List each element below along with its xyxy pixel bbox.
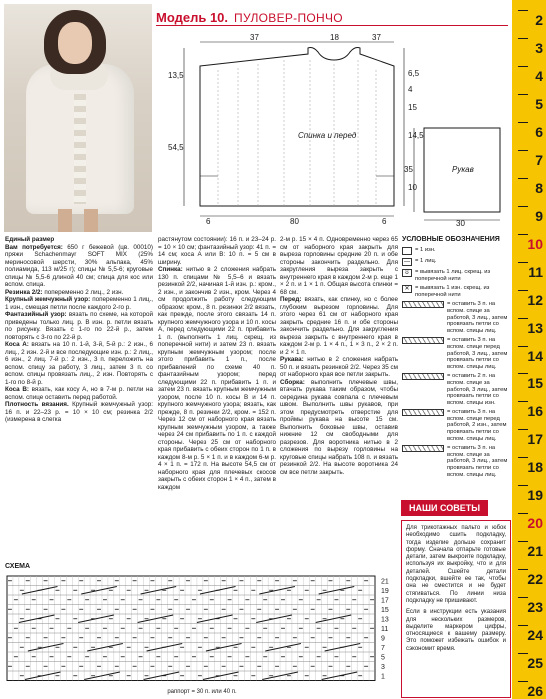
legend-item — [402, 285, 510, 298]
row-number: 15 — [381, 607, 389, 614]
dim-top-1: 18 — [330, 33, 339, 42]
tip-1: Для трикотажных пальто и юбок необходимо сшить подкладку, тогда изделие дольше сохранит форму. Сначала отпарьте готовые детали, затем выкроите подкладку, используя их выкройку, что и для деталей. Сшейте детали подкладки, вшейте ее так, чтобы она не сместится и не будет стягиваться. По линии низа подкладку не пришивают. — [406, 525, 506, 604]
cable-symbol — [402, 409, 444, 416]
page-ruler — [512, 0, 546, 699]
legend-symbol: ✕ — [402, 285, 412, 293]
dim-left-0: 13,5 — [168, 71, 184, 80]
legend-symbol: ʊ — [402, 269, 412, 277]
dim-bottom-0: 6 — [206, 217, 211, 226]
legend-item — [402, 247, 510, 255]
dim-right-3: 14,5 — [408, 131, 424, 140]
row-number: 7 — [381, 645, 385, 652]
ruler-tick: 15 — [518, 375, 546, 391]
ruler-tick: 10 — [518, 236, 546, 252]
legend-item — [402, 269, 510, 282]
ruler-tick: 12 — [518, 292, 546, 308]
instructions-column-2 — [158, 236, 276, 491]
legend-symbol — [402, 247, 412, 255]
ruler-tick: 21 — [518, 543, 546, 559]
assembly-heading: Сборка: — [280, 378, 305, 386]
back-cont-text: 2-м р. 15 × 4 п. Одновременно через 65 см от наборного края закрыть для выреза горловины средние 20 п. и обе стороны закончить раздельно. Для закругления выреза закрыть с внутреннего края в каждом 2-м р. еще 1 × 2 п. и 1 × 1 п. Общая высота спинки = 68 см. — [280, 236, 398, 296]
fancy-heading: Фантазийный узор: — [5, 311, 67, 318]
ruler-tick: 2 — [518, 12, 546, 28]
cable-b-text: вязать, как косу А, но в 7-м р. петли на вспом. спице оставить перед работой. — [5, 386, 153, 401]
dim-bottom-2: 6 — [382, 217, 387, 226]
dim-sleeve-height: 35 — [404, 165, 413, 174]
sleeves-text: нитью в 2 сложения набрать 50 п. и вязать резинкой 2/2. Через 35 см от наборного края все петли закрыть. — [280, 356, 398, 378]
model-header — [156, 6, 508, 26]
cable-a-heading: Коса А: — [5, 341, 29, 348]
row-number: 21 — [381, 578, 389, 586]
legend-cable-item — [402, 301, 510, 334]
size-heading: Единый размер — [5, 236, 55, 243]
legend-cable-item — [402, 409, 510, 442]
legend-cable-item — [402, 373, 510, 406]
front-heading: Перед: — [280, 296, 302, 303]
fancy-text: вязать по схеме, на которой приведены только лиц. р. В изн. р. петли вязать по рисунку. Вязать с 1-го по 22-й р., затем повторять с 3-го по 22-й р. — [5, 311, 153, 341]
legend-text: = оставить 3 п. на вспом. спице за работой, 3 лиц., затем провязать петли со вспом. спицы лиц. — [447, 445, 508, 478]
legend-text: = 1 лиц. — [415, 258, 437, 264]
tips-body — [401, 520, 511, 698]
ruler-tick: 14 — [518, 348, 546, 364]
legend-cable-item — [402, 337, 510, 370]
row-number: 19 — [381, 588, 389, 595]
schematic-label-main: Спинка и перед — [298, 131, 357, 140]
row-number: 17 — [381, 597, 389, 605]
ruler-tick: 8 — [518, 180, 546, 196]
legend-text: = оставить 3 п. на вспом. спице перед работой, 2 изн., затем провязать петли со вспом. спицы лиц. — [447, 409, 507, 442]
ruler-tick: 11 — [518, 264, 546, 280]
cable-symbol — [402, 301, 444, 308]
ruler-tick: 20 — [518, 515, 546, 531]
tips-box — [401, 498, 511, 695]
ruler-tick: 26 — [518, 683, 546, 699]
legend-symbol: — — [404, 259, 410, 265]
legend-text: = вывязать 1 лиц. скрещ. из поперечной нити — [415, 269, 491, 282]
ruler-tick: 5 — [518, 96, 546, 112]
dim-top-0: 37 — [250, 33, 259, 42]
chart-caption: раппорт = 30 п. или 40 п. — [167, 689, 237, 695]
back-heading: Спинка: — [158, 266, 183, 273]
model-photo — [4, 4, 152, 232]
cable-symbol — [402, 373, 444, 380]
instructions-column-1 — [5, 236, 153, 424]
ruler-tick: 22 — [518, 571, 546, 587]
model-number: Модель 10. — [156, 10, 229, 25]
legend-text: = вывязать 1 изн. скрещ. из поперечной нити — [415, 285, 490, 298]
sleeves-heading: Рукава: — [280, 356, 304, 363]
assembly-text: выполнить плечевые швы, втачать рукава таким образом, чтобы середина рукава совпала с плечевым швом. Выполнить швы рукавов, при этом предусмотреть отверстие для проймы рукава на высоте 15 см. Выполнить боковые швы, оставив нижние 12 см свободными для разрезов. Для воротника нитью в 2 сложения по вырезу горловины на круговые спицы набрать 108 п. и вязать резинкой 2/2. На высоте воротника 24 см все петли закрыть. — [280, 378, 398, 476]
gauge-cont-text: растянутом состоянии): 16 п. и 23–24 р. = 10 × 10 см; фантазийный узор: 41 п. = 14 см; коса А или В: 10 п. = 5 см в ширину. — [158, 236, 276, 266]
ruler-tick: 17 — [518, 431, 546, 447]
ruler-tick: 23 — [518, 599, 546, 615]
ruler-tick: 3 — [518, 40, 546, 56]
rib-text: попеременно 2 лиц., 2 изн. — [42, 288, 124, 296]
ruler-tick: 19 — [518, 487, 546, 503]
dim-right-0: 6,5 — [408, 69, 420, 78]
dim-sleeve-width: 30 — [456, 219, 465, 226]
legend-item — [402, 258, 510, 266]
row-number: 13 — [381, 616, 389, 624]
legend-text: = оставить 2 п. на вспом. спице за работой, 3 лиц., затем провязать петли со вспом. спицы изн. — [447, 373, 508, 406]
row-number: 5 — [381, 654, 385, 662]
gauge-heading: Плотность вязания. — [5, 401, 69, 408]
cable-b-heading: Коса В: — [5, 386, 29, 393]
tip-2: Если в инструкции есть указания для нескольких размеров, выделите маркером цифры, относящиеся к вашему размеру. Это поможет избежать ошибок и сэкономит время. — [406, 609, 506, 652]
legend-text: = оставить 3 п. на вспом. спице перед работой, 3 лиц., затем провязать петли со вспом. спицы лиц. — [447, 337, 508, 370]
row-number: 1 — [381, 673, 385, 681]
instructions-column-3 — [280, 236, 398, 476]
model-title: ПУЛОВЕР-ПОНЧО — [234, 11, 343, 25]
ruler-tick: 6 — [518, 124, 546, 140]
schematic-label-sleeve: Рукав — [452, 165, 474, 174]
legend-text: = 1 изн. — [415, 247, 436, 253]
chart-grid — [5, 572, 399, 682]
moss-text: попеременно 1 лиц., 1 изн., смещая петли после каждого 2-го р. — [5, 296, 153, 311]
cable-symbol — [402, 337, 444, 344]
ruler-tick: 7 — [518, 152, 546, 168]
moss-heading: Крупный жемчужный узор: — [5, 296, 91, 303]
row-number: 9 — [381, 635, 385, 643]
tips-heading: НАШИ СОВЕТЫ — [401, 500, 488, 516]
dim-right-2: 15 — [408, 103, 417, 112]
symbol-legend — [402, 236, 510, 481]
ruler-tick: 18 — [518, 459, 546, 475]
ruler-tick: 9 — [518, 208, 546, 224]
dim-right-4: 10 — [408, 183, 417, 192]
ruler-tick: 16 — [518, 403, 546, 419]
gauge-text: Крупный жемчужный узор: 16 п. и 22–23 р. = 10 × 10 см; резинка 2/2 (измерена в слегка — [5, 401, 153, 423]
dim-right-1: 4 — [408, 85, 413, 94]
row-number: 3 — [381, 664, 385, 671]
ruler-tick: 24 — [518, 627, 546, 643]
dim-top-2: 37 — [372, 33, 381, 42]
dim-bottom-1: 80 — [290, 217, 299, 226]
cable-symbol — [402, 445, 444, 452]
ruler-tick: 25 — [518, 655, 546, 671]
legend-cable-item — [402, 445, 510, 478]
ruler-tick: 13 — [518, 320, 546, 336]
ruler-tick: 4 — [518, 68, 546, 84]
legend-text: = оставить 3 п. на вспом. спице за работой, 3 лиц., затем провязать петли со вспом. спицы лиц. — [447, 301, 508, 334]
cable-a-text: вязать на 10 п. 1-й, 3-й, 5-й р.: 2 изн., 6 лиц., 2 изн. 2-й и все последующие изн. р.: 2 лиц., 6 изн., 2 лиц. 7-й р.: 2 изн., 3 п. переложить на вспом. спицу за работу, 3 лиц., затем 3 п. со вспом. спицы провязать лиц., 2 изн. Повторять с 1-го по 8-й р. — [5, 341, 153, 386]
legend-heading: УСЛОВНЫЕ ОБОЗНАЧЕНИЯ — [402, 236, 500, 243]
back-text: нитью в 2 сложения набрать 130 п. спицами № 5,5–6 и вязать резинкой 2/2, начиная 1-й изн. р.: кром., 2 изн., и закончив 2 изн., кром. Через 4 см продолжить работу следующим образом: кром., 8 п. резинки 2/2 вязать, как прежде, после этого связать 14 п. крупного жемчужного узора и 10 п. косы А, перед следующими 22 п. прибавить 1 п. (выполнить 1 лиц. скрещ. из поперечной нити) и затем 23 п. вязать крупным жемчужным узором; после этого прибавить 1 п., после прибавлений по схеме 40 п. фантазийным узором; перед следующими 22 п. прибавить 1 п. и затем 23 п. вязать крупным жемчужным узором, после 10 п. косы В и 14 п. крупного жемчужного узора; вязать, как прежде, 8 п. резинки 2/2, кром. = 152 п. Через 12 см от наборного края вязать крупным жемчужным узором, а также через 24 см прибавить по 1 п. с каждой стороны. Через 25 см от наборного края прибавить с обеих сторон по 1 п. в каждом 8-м р. 5 × 1 п. и в каждом 6-м р. 4 × 1 п. = 172 п. На высоте 54,5 см от наборного края для плечевых скосов закрыть с обеих сторон 1 × 4 п., затем в каждом — [158, 266, 276, 491]
materials-heading: Вам потребуется: — [5, 243, 63, 251]
dim-left-1: 54,5 — [168, 143, 184, 152]
front-text: вязать, как спинку, но с более глубоким вырезом горловины. Для этого через 61 см от наборного края закрыть средние 16 п. и обе стороны закончить раздельно. Для закругления выреза закрыть с внутреннего края в каждом 2-м р. 1 × 4 п., 1 × 3 п., 2 × 2 п. и 2 × 1 п. — [280, 296, 398, 356]
rib-heading: Резинка 2/2: — [5, 288, 43, 296]
pattern-schematic — [158, 30, 510, 226]
row-number: 11 — [381, 626, 389, 633]
knitting-chart — [5, 563, 399, 695]
chart-title: СХЕМА — [5, 563, 31, 570]
materials-text: 650 г бежевой (цв. 00010) пряжи Schachenmayr SOFT MIX (25% мериносовой шерсти, 30% альпака, 45% полиамида, 113 м/25 г); спицы № 5,5-6; круговые спицы № 5,5-6 длиной 40 см; спица для кос или вспом. спица. — [5, 243, 153, 288]
